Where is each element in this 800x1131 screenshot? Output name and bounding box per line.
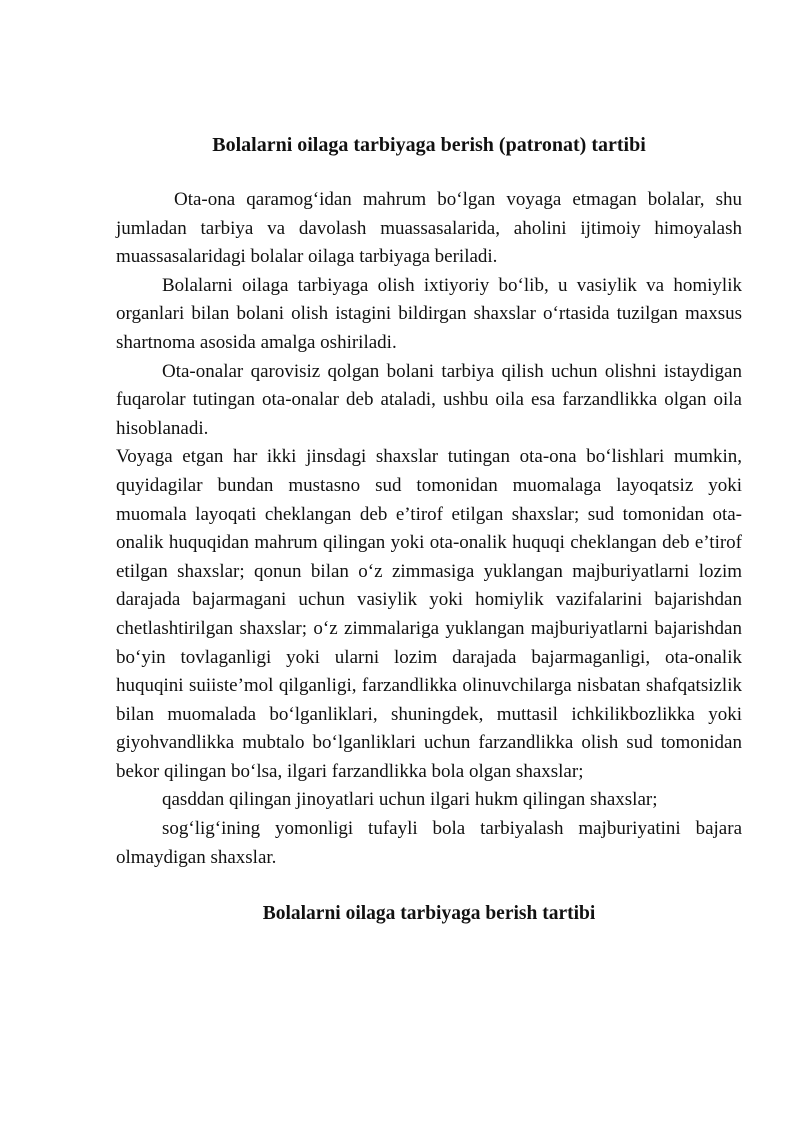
document-title: Bolalarni oilaga tarbiyaga berish (patronat) tartibi [212, 134, 646, 156]
document-body [116, 130, 742, 929]
paragraph-4: Voyaga etgan har ikki jinsdagi shaxslar tutingan ota-ona bo‘lishlari mumkin, quyidagilar bundan mustasno sud tomonidan muomalaga layoqatsiz yoki muomala layoqati cheklangan deb e’tirof etilgan shaxslar; sud tomonidan ota-onalik huquqidan mahrum qilingan yoki ota-onalik huquqi cheklangan deb e’tirof etilgan shaxslar; qonun bilan o‘z zimmasiga yuklangan majburiyatlarni lozim darajada bajarmagani uchun vasiylik yoki homiylik vazifalarini bajarishdan chetlashtirilgan shaxslar; o‘z zimmalariga yuklangan majburiyatlarni bajarishdan bo‘yin tovlaganligi yoki ularni lozim darajada bajarmaganligi, ota-onalik huquqini suiiste’mol qilganligi, farzandlikka olinuvchilarga nisbatan shafqatsizlik bilan muomalada bo‘lganliklari, shuningdek, muttasil ichkilikbozlikka yoki giyohvandlikka mubtalo bo‘lganliklari uchun farzandlikka olish sud tomonidan bekor qilingan bo‘lsa, ilgari farzandlikka bola olgan shaxslar; [116, 446, 742, 782]
paragraph-3: Ota-onalar qarovisiz qolgan bolani tarbiya qilish uchun olishni istaydigan fuqarolar tutingan ota-onalar deb ataladi, ushbu oila esa farzandlikka olgan oila hisoblanadi. [116, 360, 742, 439]
paragraph-2: Bolalarni oilaga tarbiyaga olish ixtiyoriy bo‘lib, u vasiylik va homiylik organlari bilan bolani olish istagini bildirgan shaxslar o‘rtasida tuzilgan maxsus shartnoma asosida amalga oshiriladi. [116, 274, 742, 353]
paragraph-1: Ota-ona qaramog‘idan mahrum bo‘lgan voyaga etmagan bolalar, shu jumladan tarbiya va davolash muassasalarida, aholini ijtimoiy himoyalash muassasalaridagi bolalar oilaga tarbiyaga beriladi. [116, 189, 742, 268]
section-title: Bolalarni oilaga tarbiyaga berish tartibi [262, 903, 596, 925]
paragraph-5: qasddan qilingan jinoyatlari uchun ilgari hukm qilingan shaxslar; [162, 789, 658, 811]
paragraph-6: sog‘lig‘ining yomonligi tufayli bola tarbiyalash majburiyatini bajara olmaydigan shaxslar. [116, 818, 742, 868]
